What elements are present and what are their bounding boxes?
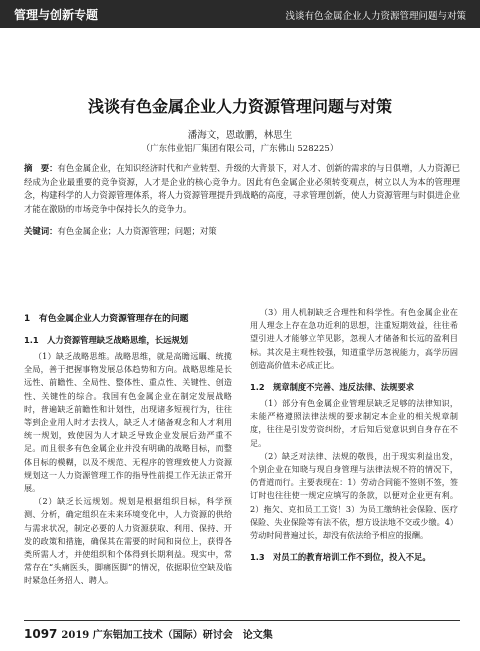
paragraph: （1）部分有色金属企业管理层缺乏足够的法律知识，未能严格遵照法律法规的要求制定本企业的相关规章制度，往往是引发劳资纠纷，才后知后觉意识到自身存在不足。 bbox=[250, 398, 458, 448]
subsection-heading-1-3: 1.3 对员工的教育培训工作不到位，投入不足。 bbox=[250, 552, 431, 563]
affiliation: （广东伟业铝厂集团有限公司，广东佛山 528225） bbox=[141, 144, 339, 154]
paragraph: （2）缺乏长远规划。规划是根据组织目标，科学预测、分析，确定组织在未来环境变化中，人力资源的供给与需求状况，制定必要的人力资源获取、利用、保持、开发的政策和措施，确保其在需要的时间和岗位上，获得各类所需人才，并使组织和个体得到长期利益。现实中，常常存在“头痛医头，脚痛医脚”的情况，依据职位空缺及临时紧急任务招人、聘人。 bbox=[24, 496, 232, 586]
proceedings-name: 2019 广东铝加工技术（国际）研讨会 论文集 bbox=[61, 630, 273, 641]
abstract-label: 摘 要： bbox=[24, 163, 58, 173]
running-header bbox=[0, 0, 480, 28]
running-title: 浅谈有色金属企业人力资源管理问题与对策 bbox=[285, 11, 466, 22]
footer-rule bbox=[24, 620, 460, 621]
keywords-label: 关键词： bbox=[24, 226, 58, 236]
subsection-heading-1-1: 1.1 人力资源管理缺乏战略思维，长远规划 bbox=[24, 335, 189, 345]
right-column bbox=[250, 306, 458, 567]
column-label: 管理与创新专题 bbox=[14, 8, 99, 22]
paper-title: 浅谈有色金属企业人力资源管理问题与对策 bbox=[87, 97, 392, 116]
paragraph: （2）缺乏对法律、法规的敬畏，出于现实利益出发，个别企业在知晓与现自身管理与法律法规不符的情况下，仍背道而行。主要表现在：1）劳动合同能不签则不签，签订时也往往使一规定应填写的条款，以便对企业更有利。2）拖欠、克扣员工工资！3）为员工缴纳社会保险、医疗保险、失业保险等有法不依，想方设法地不交或少缴。4）劳动时间普遍过长，却没有依法给予相应的报酬。 bbox=[250, 450, 458, 541]
section-heading-1: 1 有色金属企业人力资源管理存在的问题 bbox=[24, 314, 189, 324]
subsection-heading-1-2: 1.2 规章制度不完善、违反法律、法规要求 bbox=[250, 382, 415, 393]
paragraph: （1）缺乏战略思维。战略思维，就是高瞻远瞩、统揽全局，善于把握事物发展总体趋势和方向。战略思维是长远性、前瞻性、全局性、整体性、重点性、关键性、创造性、关键性的综合。我国有色金属企业在制定发展战略时，普遍缺乏前瞻性和计划性，出现诸多短视行为，往往等到企业用人时才去找人，缺乏人才储备观念和人才利用统一规划，致使因为人才缺乏导致企业发展后劲严重不足。而且很多有色金属企业并没有明确的战略目标，而整体目标的模糊，以及不规范、无程序的管理致使人力资源规划这一人力资源管理工作的指导性前提工作无法正常开展。 bbox=[24, 351, 232, 494]
abstract-text: 有色金属企业，在知识经济时代和产业转型、升级的大背景下，对人才、创新的需求的与日俱增，人力资源已经成为企业最重要的竞争资源，人才是企业的核心竞争力。因此有色金属企业必须转变观点，树立以人为本的管理理念，构建科学的人力资源管理体系，将人力资源管理提升到战略的高度，寻求管理创新，使人力资源管理与时俱进企业才能在激励的市场竞争中保持长久的竞争力。 bbox=[24, 163, 461, 214]
page-number: 1097 bbox=[24, 627, 58, 641]
paragraph: （3）用人机制缺乏合理性和科学性。有色金属企业在用人理念上存在急功近利的思想，注重短期效益，往往希望引进人才能够立竿见影，忽视人才储备和长远的盈利目标。其次是主观性较强，知道重学历忽视能力，高学历固创造高价值未必成正比。 bbox=[250, 307, 458, 370]
author-list: 潘海文，恩敢鹏，林思生 bbox=[187, 130, 293, 141]
left-column bbox=[24, 312, 232, 588]
page-footer bbox=[24, 626, 273, 641]
abstract bbox=[24, 162, 460, 216]
keywords bbox=[24, 225, 460, 238]
keywords-text: 有色金属企业；人力资源管理；问题；对策 bbox=[57, 226, 217, 236]
